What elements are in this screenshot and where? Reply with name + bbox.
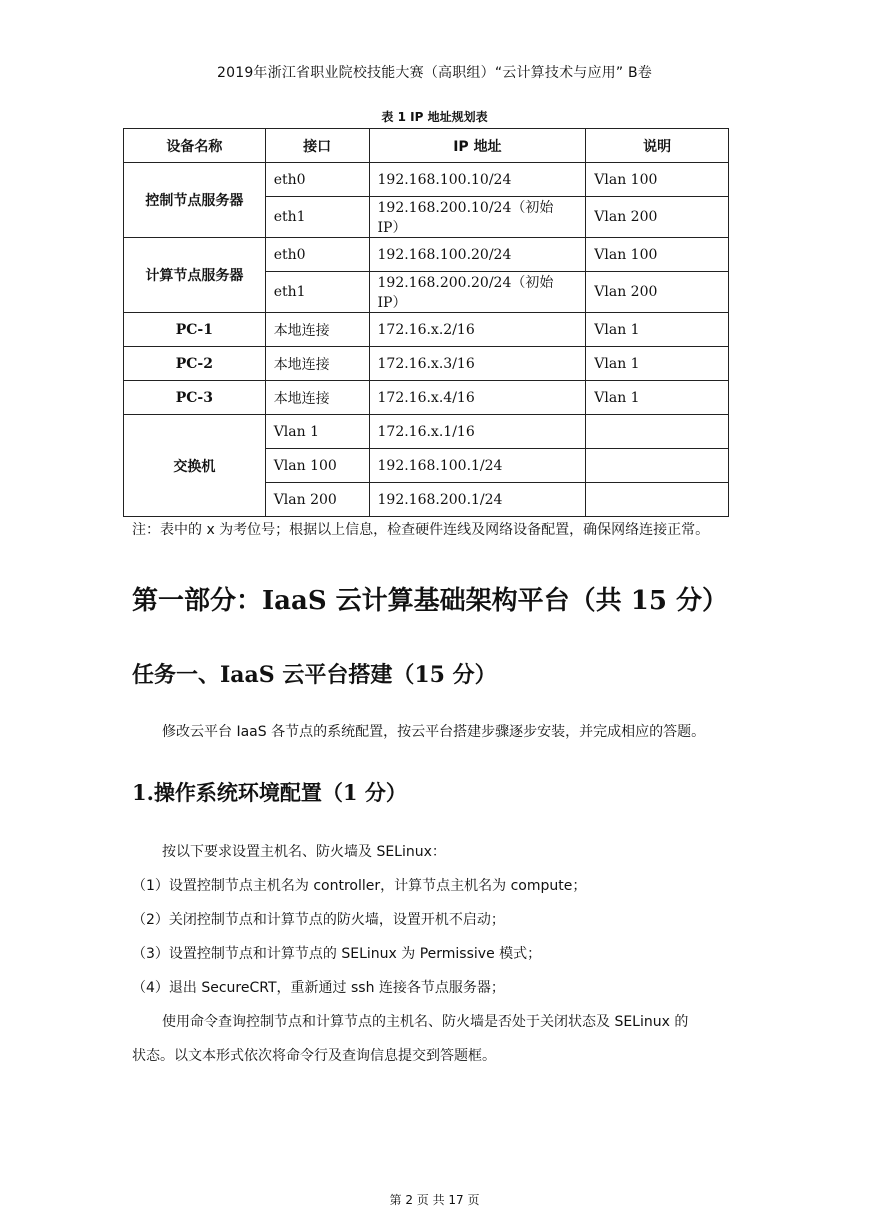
interface-cell: eth1 [265,272,369,313]
ip-cell: 192.168.200.1/24 [369,483,586,517]
table-note: 注：表中的 x 为考位号；根据以上信息，检查硬件连线及网络设备配置，确保网络连接正常。 [132,522,710,538]
part-title: 第一部分：IaaS 云计算基础架构平台（共 15 分） [132,586,728,616]
note-cell: Vlan 100 [586,163,729,197]
ip-cell: 192.168.200.20/24（初始 IP） [369,272,586,313]
column-header-device: 设备名称 [124,129,266,163]
ip-plan-table [123,128,729,517]
ip-cell: 192.168.200.10/24（初始 IP） [369,197,586,238]
table-row [124,381,729,415]
step-item: （2）关闭控制节点和计算节点的防火墙，设置开机不启动； [132,912,505,928]
interface-cell: 本地连接 [265,313,369,347]
interface-cell: eth0 [265,238,369,272]
note-cell: Vlan 200 [586,272,729,313]
column-header-interface: 接口 [265,129,369,163]
note-cell [586,449,729,483]
table-row [124,347,729,381]
page-header: 2019年浙江省职业院校技能大赛（高职组）“云计算技术与应用” B卷 [217,65,652,81]
note-cell: Vlan 1 [586,347,729,381]
interface-cell: eth0 [265,163,369,197]
interface-cell: 本地连接 [265,347,369,381]
ip-cell: 172.16.x.4/16 [369,381,586,415]
note-cell: Vlan 200 [586,197,729,238]
ip-cell: 172.16.x.1/16 [369,415,586,449]
interface-cell: Vlan 100 [265,449,369,483]
table-row [124,163,729,197]
device-cell: PC-2 [124,347,266,381]
ip-cell: 172.16.x.2/16 [369,313,586,347]
table-row [124,313,729,347]
section-title: 1.操作系统环境配置（1 分） [132,780,407,805]
device-cell: PC-3 [124,381,266,415]
table-caption: 表 1 IP 地址规划表 [381,110,488,124]
ip-cell: 172.16.x.3/16 [369,347,586,381]
step-item: （3）设置控制节点和计算节点的 SELinux 为 Permissive 模式； [132,946,542,962]
section-lead: 按以下要求设置主机名、防火墙及 SELinux： [162,844,446,860]
device-cell: 交换机 [124,415,266,517]
interface-cell: Vlan 1 [265,415,369,449]
interface-cell: eth1 [265,197,369,238]
note-cell: Vlan 1 [586,381,729,415]
interface-cell: 本地连接 [265,381,369,415]
closing-line: 使用命令查询控制节点和计算节点的主机名、防火墙是否处于关闭状态及 SELinux 的 [162,1014,689,1030]
note-cell: Vlan 100 [586,238,729,272]
table-row [124,238,729,272]
step-item: （1）设置控制节点主机名为 controller，计算节点主机名为 compute； [132,878,587,894]
note-cell: Vlan 1 [586,313,729,347]
task-intro: 修改云平台 IaaS 各节点的系统配置，按云平台搭建步骤逐步安装，并完成相应的答题。 [162,724,706,740]
closing-line: 状态。以文本形式依次将命令行及查询信息提交到答题框。 [132,1048,496,1064]
ip-cell: 192.168.100.1/24 [369,449,586,483]
device-cell: 计算节点服务器 [124,238,266,313]
column-header-note: 说明 [586,129,729,163]
interface-cell: Vlan 200 [265,483,369,517]
device-cell: PC-1 [124,313,266,347]
ip-cell: 192.168.100.20/24 [369,238,586,272]
step-item: （4）退出 SecureCRT，重新通过 ssh 连接各节点服务器； [132,980,505,996]
note-cell [586,483,729,517]
table-header-row [124,129,729,163]
task-title: 任务一、IaaS 云平台搭建（15 分） [132,662,497,688]
ip-cell: 192.168.100.10/24 [369,163,586,197]
table-row [124,415,729,449]
device-cell: 控制节点服务器 [124,163,266,238]
column-header-ip: IP 地址 [369,129,586,163]
note-cell [586,415,729,449]
page-number: 第 2 页 共 17 页 [389,1193,480,1207]
